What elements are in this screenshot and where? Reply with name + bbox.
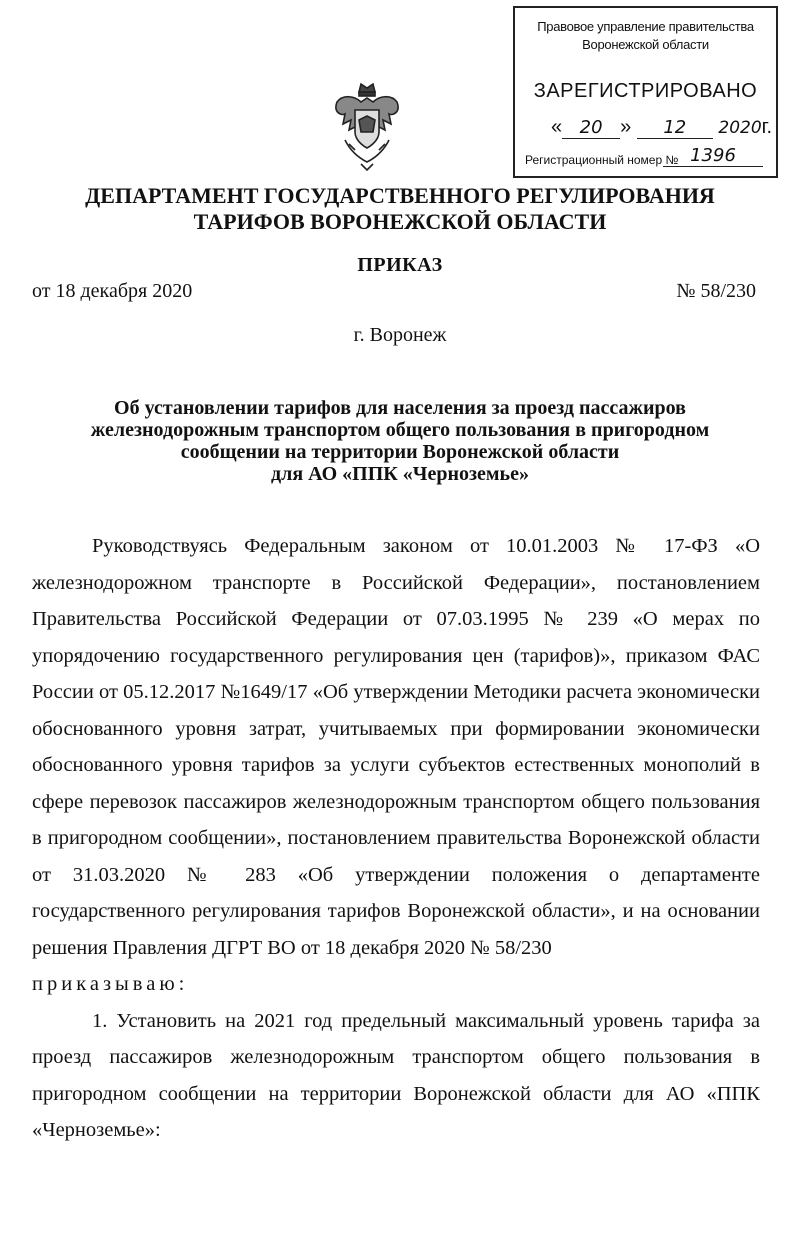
order-subject <box>40 397 760 485</box>
subject-line3: сообщении на территории Воронежской области <box>180 441 620 463</box>
item-1-paragraph: 1. Установить на 2021 год предельный максимальный уровень тарифа за проезд пассажиров железнодорожным транспортом общего пользования в пригородном сообщении на территории Воронежской области для АО «ППК «Черноземье»: <box>32 1009 760 1141</box>
stamp-org-line1: Правовое управление правительства <box>537 19 754 34</box>
stamp-date-month: 12 <box>637 117 713 139</box>
preamble-paragraph: Руководствуясь Федеральным законом от 10.01.2003 № 17-ФЗ «О железнодорожном транспорте в Российской Федерации», постановлением Правительства Российской Федерации от 07.03.1995 № 239 «О мерах по упорядочению государственного регулирования цен (тарифов)», приказом ФАС России от 05.12.2017 №1649/17 «Об утверждении Методики расчета экономически обоснованного уровня затрат, учитываемых при формировании экономически обоснованного уровня тарифов за услуги субъектов естественных монополий в сфере перевозок пассажиров железнодорожным транспортом общего пользования в пригородном сообщении», постановлением правительства Воронежской области от 31.03.2020 № 283 «Об утверждении положения о департаменте государственного регулирования тарифов Воронежской области», и на основании решения Правления ДГРТ ВО от 18 декабря 2020 № 58/230 <box>32 535 760 959</box>
order-title: ПРИКАЗ <box>357 254 443 276</box>
stamp-status: ЗАРЕГИСТРИРОВАНО <box>533 80 758 102</box>
stamp-registration <box>525 153 678 167</box>
stamp-organization <box>515 18 776 54</box>
stamp-reg-number: 1396 <box>663 145 763 167</box>
department-title-line1: ДЕПАРТАМЕНТ ГОСУДАРСТВЕННОГО РЕГУЛИРОВАНИЯ <box>85 183 715 208</box>
coat-of-arms-icon <box>325 80 409 172</box>
orders-word: приказываю: <box>32 973 189 995</box>
subject-line4: для АО «ППК «Черноземье» <box>271 463 529 485</box>
stamp-reg-label: Регистрационный номер № <box>525 153 679 167</box>
order-city: г. Воронеж <box>353 324 447 346</box>
subject-line1: Об установлении тарифов для населения за проезд пассажиров <box>114 397 686 419</box>
department-title-line2: ТАРИФОВ ВОРОНЕЖСКОЙ ОБЛАСТИ <box>193 209 607 234</box>
stamp-date-year: 2020 <box>718 118 762 138</box>
stamp-date-day: 20 <box>562 117 620 139</box>
registration-stamp <box>513 6 778 178</box>
department-title <box>0 183 800 235</box>
order-body <box>32 528 760 1149</box>
stamp-org-line2: Воронежской области <box>582 37 709 52</box>
order-number: № 58/230 <box>676 280 756 302</box>
subject-line2: железнодорожным транспортом общего пользования в пригородном <box>90 419 710 441</box>
stamp-date: « 20 » 12 2020г. <box>551 116 773 138</box>
order-date: от 18 декабря 2020 <box>32 280 193 302</box>
